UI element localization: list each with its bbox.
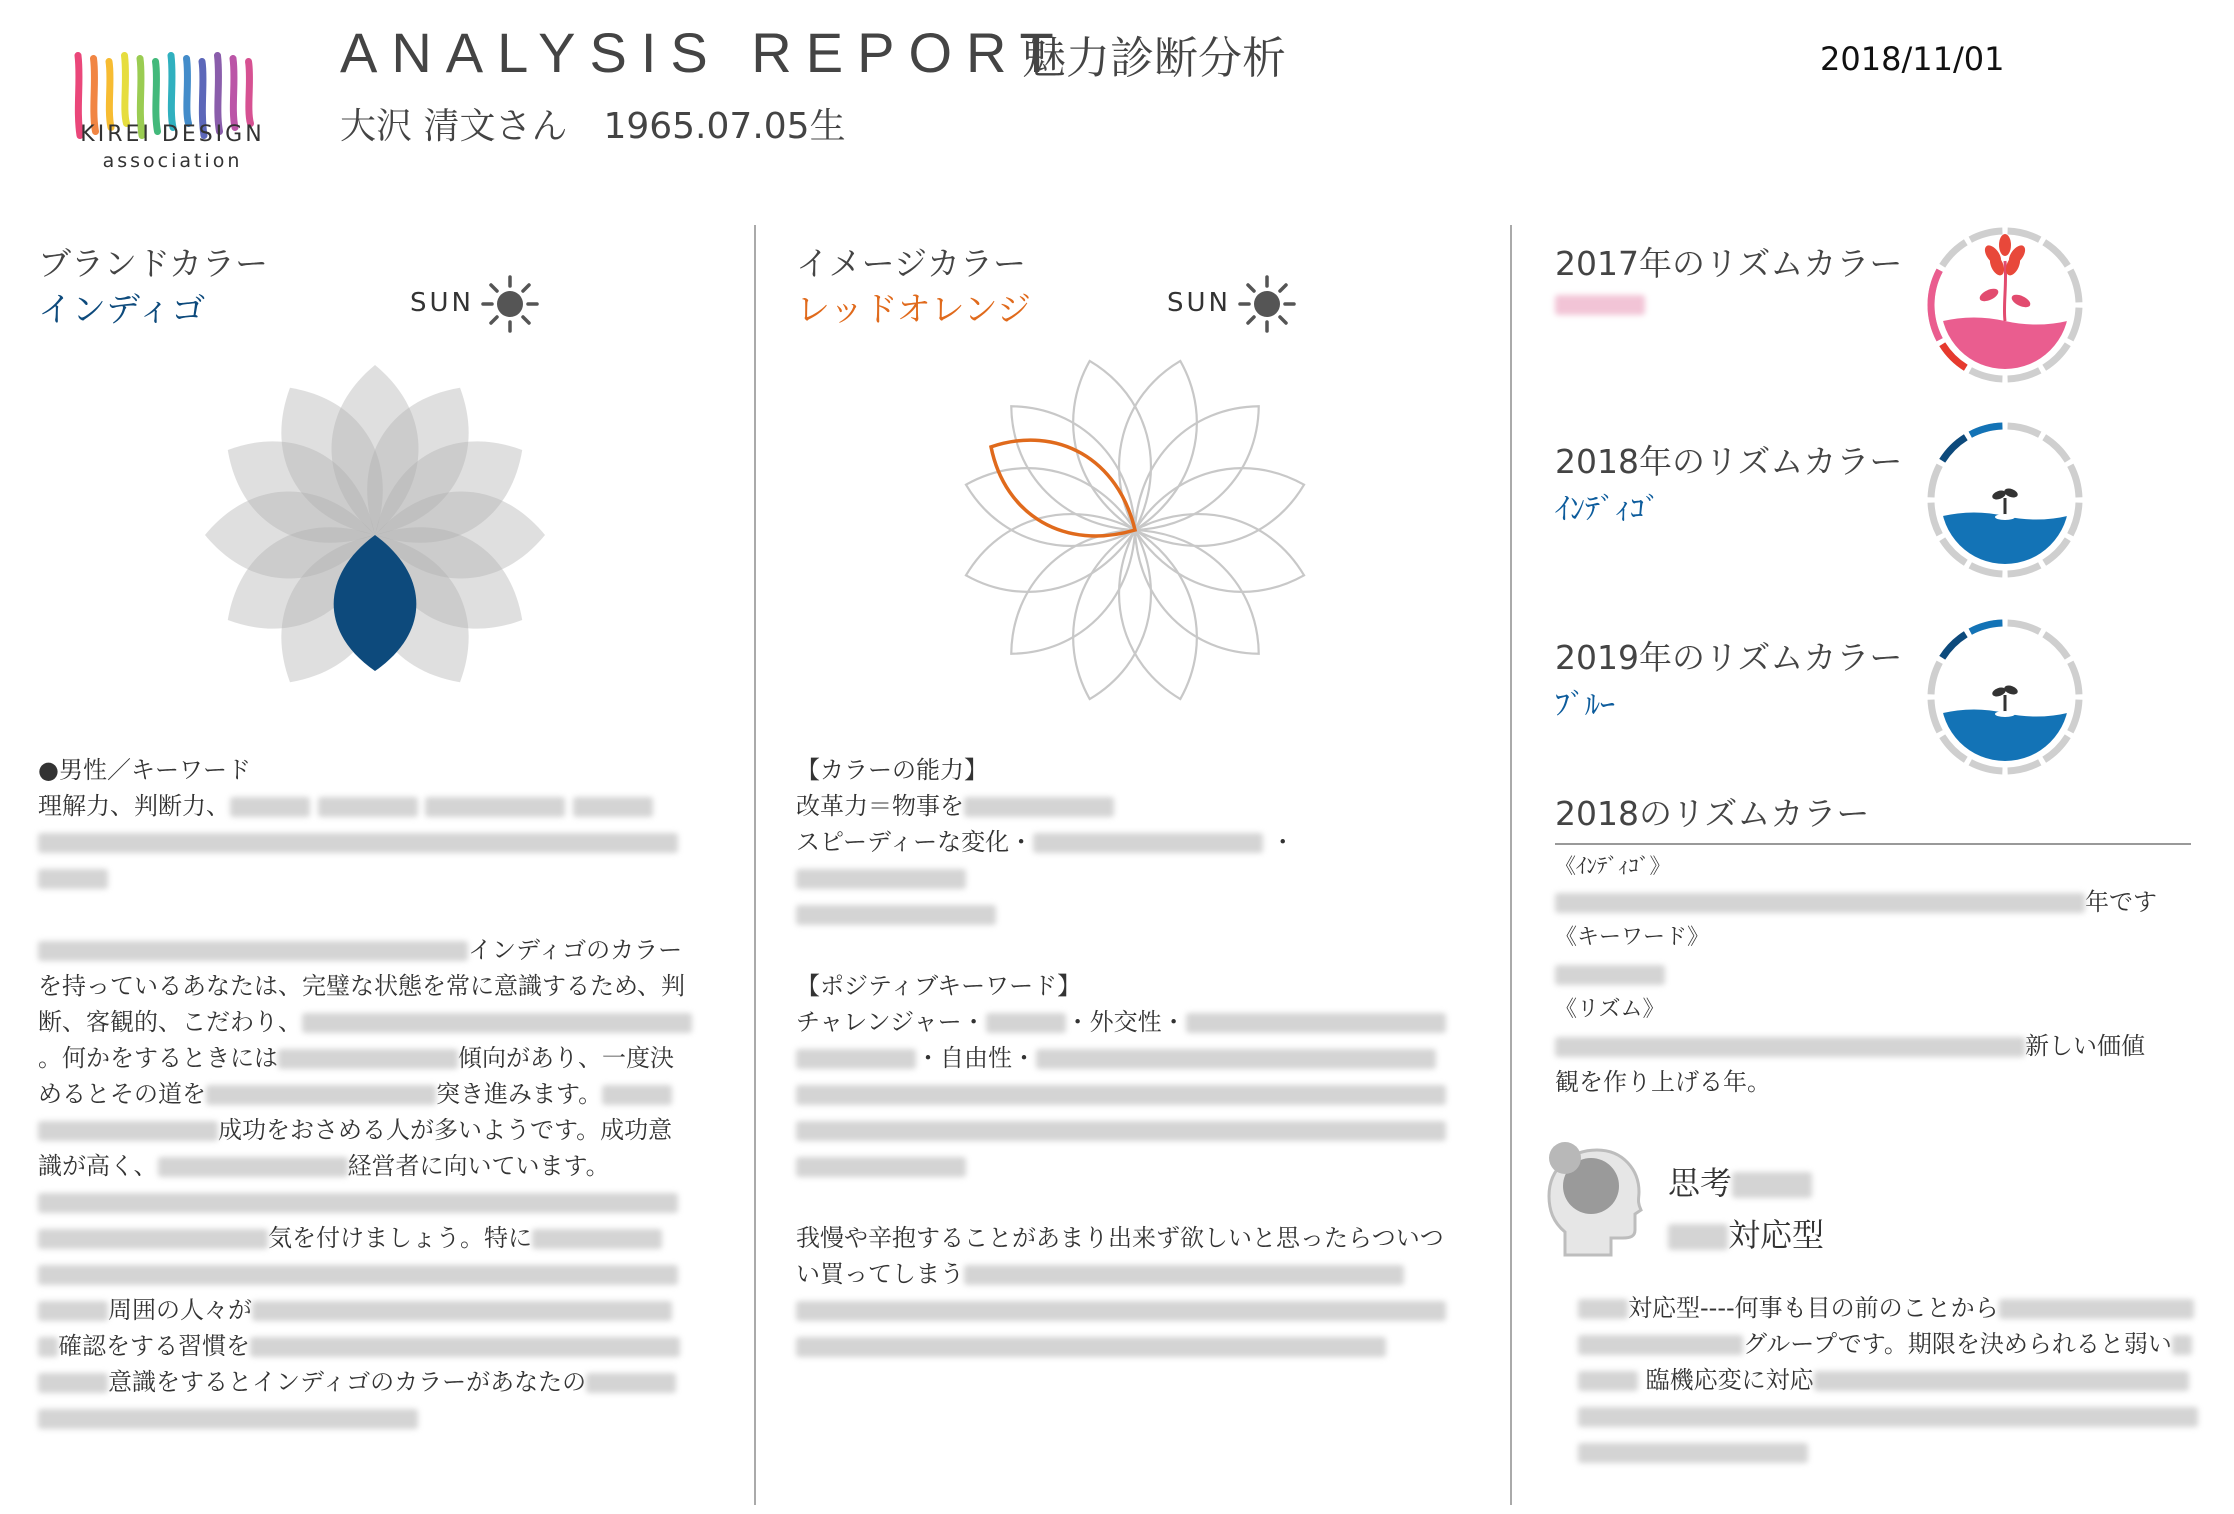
sun-label: SUN (410, 288, 474, 318)
logo-brush-stroke (187, 59, 189, 124)
logo-brush-stroke (94, 59, 96, 132)
rhythm-circle-icon (1925, 617, 2085, 777)
tag-color: 《ｲﾝﾃﾞｨｺﾞ》 (1555, 854, 1671, 878)
section-divider (1555, 843, 2191, 845)
sun-label: SUN (1167, 288, 1231, 318)
logo-brush-stroke (218, 56, 220, 132)
rhythm-color-name (1555, 286, 1645, 321)
report-subtitle: 魅力診断分析 (1022, 33, 1286, 84)
image-color-name: レッドオレンジ (796, 290, 1031, 330)
logo-name: KIREI DESIGN (80, 122, 265, 147)
positive-line-2: ・自由性・ (916, 1044, 1036, 1072)
para-c: 断、客観的、こだわり、 (38, 1008, 302, 1036)
positive-line-1b: ・外交性・ (1065, 1008, 1186, 1036)
rhythm-color-name: ｲﾝﾃﾞｨｺﾞ (1555, 492, 1660, 527)
column-divider (754, 225, 756, 1505)
logo-brush-stroke (171, 56, 173, 128)
sun-icon (478, 272, 542, 336)
brand-color-title: ブランドカラー (38, 244, 269, 283)
para-a: インディゴのカラー (468, 936, 683, 964)
rhythm-section-title: 2018のリズムカラー (1555, 794, 1870, 833)
column-divider (1510, 225, 1512, 1505)
head-thinking-icon (1545, 1140, 1645, 1260)
rhythm-year-label: 2017年のリズムカラー (1555, 244, 1903, 283)
logo-brush-stroke (156, 62, 158, 132)
thinking-type-2: 対応型 (1668, 1210, 1824, 1256)
brand-color-flower (180, 330, 570, 720)
para-g2: 経営者に向いています。 (347, 1152, 610, 1180)
ability-line-1: 改革力＝物事を (796, 792, 964, 820)
positive-line-1a: チャレンジャー・ (796, 1008, 986, 1036)
para-1: 我慢や辛抱することがあまり出来ず欲しいと思ったらついつ (796, 1224, 1444, 1252)
desc-2a: グループです。期限を決められると弱い (1743, 1330, 2172, 1358)
positive-heading: 【ポジティブキーワード】 (796, 972, 1082, 1000)
tag-rhythm: 《リズム》 (1555, 997, 1665, 1022)
logo-brush-stroke (233, 59, 235, 128)
report-title: ANALYSIS REPORT (340, 21, 1068, 84)
para-i: 周囲の人々が (108, 1296, 252, 1324)
image-color-text: 【カラーの能力】 改革力＝物事を スピーディーな変化・ ・ 【ポジティブキーワード】 チャレンジャー・ ・外交性・ ・自由性・ 我慢や辛抱することがあまり出来ず欲しいと思ったらついつ い買ってしまう (796, 752, 1466, 1364)
para-2: い買ってしまう (796, 1260, 964, 1288)
rhythm-year-label: 2019年のリズムカラー (1555, 638, 1903, 677)
logo-brush-stroke (109, 62, 111, 128)
para-k: 意識をするとインディゴのカラーがあなたの (108, 1368, 587, 1396)
desc-1a: 対応型----何事も目の前のことから (1628, 1294, 1999, 1322)
image-color-flower (940, 330, 1330, 720)
sun-icon (1235, 272, 1299, 336)
para-j: 確認をする習慣を (58, 1332, 250, 1360)
logo-subtitle: association (102, 150, 243, 172)
para-f: 成功をおさめる人が多いようです。成功意 (218, 1116, 673, 1144)
rhythm-circle-icon (1925, 225, 2085, 385)
report-date: 2018/11/01 (1820, 40, 2005, 78)
para-g: 識が高く、 (38, 1152, 158, 1180)
para-d: 。何かをするときには (38, 1044, 278, 1072)
line-1-end: 年です (2085, 888, 2157, 916)
para-d2: 傾向があり、一度決 (458, 1044, 674, 1072)
tag-keyword: 《キーワード》 (1555, 925, 1710, 950)
ability-line-2: スピーディーな変化・ (796, 828, 1034, 856)
rhythm-description (1555, 848, 2215, 1100)
para-b: を持っているあなたは、完璧な状態を常に意識するため、判 (38, 972, 686, 1000)
rhythm-end: 新しい価値 (2025, 1032, 2145, 1060)
brand-color-name: インディゴ (38, 290, 206, 330)
para-h: 気を付けましょう。特に (268, 1224, 532, 1252)
para-e: めるとその道を (38, 1080, 206, 1108)
logo-brush-stroke (125, 56, 127, 124)
desc-3a: 臨機応変に対応 (1645, 1366, 1814, 1394)
rhythm-year-label: 2018年のリズムカラー (1555, 442, 1903, 481)
para-e2: 突き進みます。 (436, 1080, 603, 1108)
image-color-title: イメージカラー (796, 244, 1027, 283)
keyword-line: 理解力、判断力、 (38, 792, 230, 820)
keyword-heading: ●男性／キーワード (38, 756, 251, 784)
thinking-description (1578, 1290, 2208, 1470)
logo-brush-stroke (249, 62, 251, 124)
rhythm-line-2: 観を作り上げる年。 (1555, 1068, 1771, 1096)
thinking-type-1: 思考 (1668, 1158, 1812, 1204)
ability-heading: 【カラーの能力】 (796, 756, 988, 784)
rhythm-color-name: ﾌﾞﾙｰ (1555, 688, 1615, 723)
person-info: 大沢 清文さん 1965.07.05生 (340, 106, 846, 147)
rhythm-circle-icon (1925, 420, 2085, 580)
brand-color-text (38, 752, 698, 1436)
